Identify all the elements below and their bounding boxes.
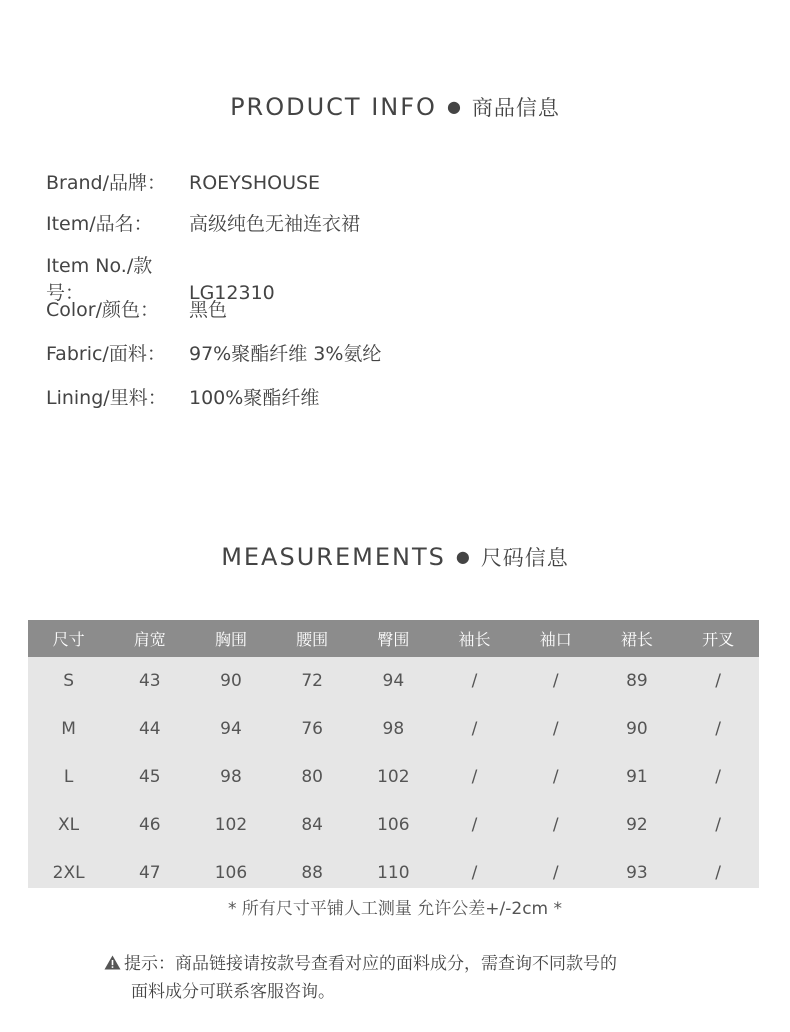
color-value: 黑色 — [189, 299, 228, 321]
table-cell: M — [61, 719, 76, 739]
table-cell: 2XL — [52, 863, 85, 883]
item-value: 高级纯色无袖连衣裙 — [189, 213, 361, 235]
table-cell: 45 — [138, 767, 161, 787]
table-body — [28, 657, 759, 897]
table-cell: / — [715, 767, 721, 787]
product-info-title — [0, 92, 790, 122]
table-row — [28, 753, 759, 801]
table-cell: / — [552, 719, 559, 739]
header-cell: 肩宽 — [133, 630, 166, 649]
table-cell: 93 — [626, 863, 648, 883]
table-cell: 88 — [301, 863, 323, 883]
header-cell: 腰围 — [296, 630, 329, 649]
info-row-color — [46, 295, 227, 322]
table-cell: 102 — [214, 815, 248, 835]
warning-text-line1: 提示：商品链接请按款号查看对应的面料成分，需查询不同款号的 — [124, 954, 617, 974]
measurement-note: * 所有尺寸平铺人工测量 允许公差+/-2cm * — [227, 899, 563, 919]
measurements-title — [0, 542, 790, 572]
table-cell: / — [715, 719, 721, 739]
measurements-title-en: MEASUREMENTS — [221, 543, 446, 571]
table-cell: 43 — [138, 671, 161, 691]
table-cell: / — [471, 719, 478, 739]
table-row — [28, 705, 759, 753]
header-cell: 尺寸 — [52, 630, 85, 649]
info-row-lining — [46, 383, 319, 410]
info-row-item — [46, 209, 360, 236]
table-cell: 72 — [301, 671, 323, 691]
size-table — [28, 620, 759, 888]
table-cell: 84 — [301, 815, 323, 835]
header-cell: 袖口 — [539, 630, 572, 649]
table-cell: 89 — [626, 671, 648, 691]
fabric-value: 97%聚酯纤维 3%氨纶 — [189, 343, 382, 365]
lining-value: 100%聚酯纤维 — [189, 387, 320, 409]
table-cell: / — [715, 815, 721, 835]
fabric-label: Fabric/面料： — [46, 343, 166, 365]
table-cell: 90 — [220, 671, 242, 691]
table-cell: 90 — [626, 719, 648, 739]
table-cell: 44 — [138, 719, 161, 739]
table-cell: 106 — [214, 863, 248, 883]
title-bullet: ● — [446, 97, 462, 116]
table-cell: 102 — [377, 767, 410, 787]
color-label: Color/颜色： — [46, 299, 160, 321]
table-cell: / — [715, 671, 721, 691]
table-header — [28, 620, 759, 657]
brand-value: ROEYSHOUSE — [189, 172, 321, 194]
product-info-title-en: PRODUCT INFO — [230, 93, 437, 121]
table-cell: 46 — [138, 815, 161, 835]
table-cell: L — [63, 767, 74, 787]
table-cell: 98 — [382, 719, 405, 739]
table-cell: / — [471, 767, 478, 787]
header-cell: 袖长 — [458, 630, 491, 649]
product-info-title-cn: 商品信息 — [471, 96, 560, 120]
table-cell: / — [552, 671, 559, 691]
table-cell: 91 — [626, 767, 648, 787]
table-cell: / — [552, 863, 559, 883]
table-cell: 92 — [626, 815, 648, 835]
warning-text-line2: 面料成分可联系客服咨询。 — [131, 982, 335, 1002]
info-row-fabric — [46, 339, 381, 366]
header-cell: 臀围 — [377, 630, 410, 649]
table-row — [28, 849, 759, 897]
measurements-title-cn: 尺码信息 — [480, 546, 569, 570]
header-cell: 胸围 — [214, 630, 247, 649]
item-no-label: Item No./款号： — [46, 255, 153, 304]
info-row-brand — [46, 168, 320, 195]
table-row — [28, 657, 759, 705]
header-cell: 开叉 — [702, 630, 735, 649]
table-cell: S — [63, 671, 74, 691]
table-cell: 106 — [377, 815, 410, 835]
table-cell: 47 — [138, 863, 161, 883]
brand-label: Brand/品牌： — [46, 172, 166, 194]
table-cell: / — [715, 863, 721, 883]
item-label: Item/品名： — [46, 213, 153, 235]
table-cell: / — [471, 671, 478, 691]
warning-notice — [104, 950, 724, 1006]
lining-label: Lining/里料： — [46, 387, 167, 409]
table-cell: / — [471, 863, 478, 883]
table-cell: / — [552, 815, 559, 835]
table-cell: 80 — [301, 767, 323, 787]
table-cell: / — [471, 815, 478, 835]
table-cell: 98 — [220, 767, 242, 787]
table-cell: 110 — [377, 863, 410, 883]
table-row — [28, 801, 759, 849]
warning-icon — [104, 950, 124, 978]
header-cell: 裙长 — [620, 630, 653, 649]
table-cell: 94 — [220, 719, 242, 739]
table-cell: 76 — [301, 719, 323, 739]
table-cell: 94 — [382, 671, 405, 691]
title-bullet: ● — [455, 547, 471, 566]
table-cell: XL — [58, 815, 80, 835]
item-no-value: LG12310 — [189, 282, 275, 304]
table-cell: / — [552, 767, 559, 787]
